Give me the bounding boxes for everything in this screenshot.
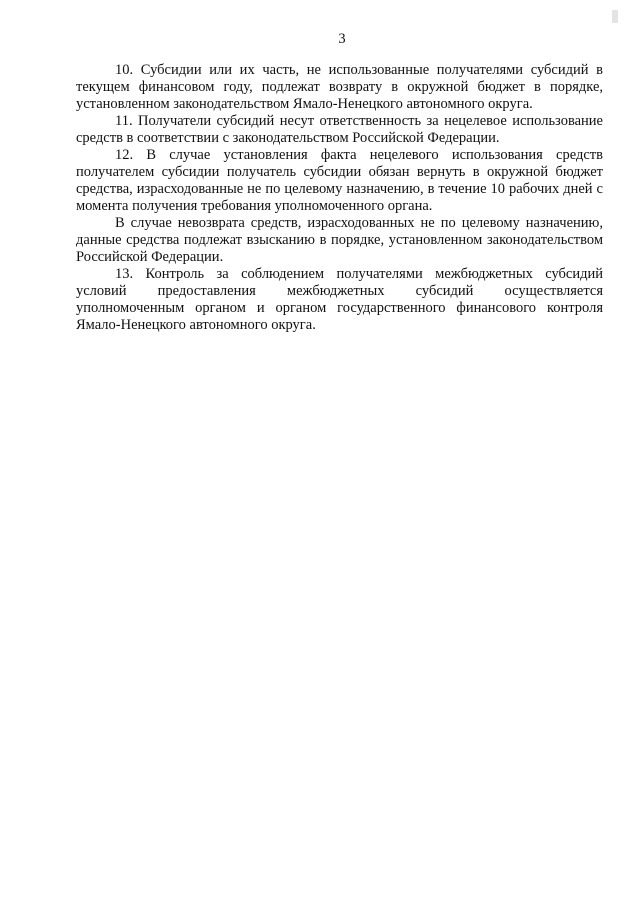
paragraph-13-control: 13. Контроль за соблюдением получателями межбюджетных субсидий условий предоставления межбюджетных субсидий осуществляется уполномоченным органом и органом государственного финансового контроля Ямало-Ненецкого автономного округа. <box>76 266 603 333</box>
paragraph-11-responsibility: 11. Получатели субсидий несут ответственность за нецелевое использование средств в соответствии с законодательством Российской Федерации. <box>76 113 603 146</box>
paragraph-10-subsidy-return: 10. Субсидии или их часть, не использованные получателями субсидий в текущем финансовом году, подлежат возврату в окружной бюджет в порядке, установленном законодательством Ямало-Ненецкого автономного округа. <box>76 62 603 112</box>
paragraph-12-non-return: В случае невозврата средств, израсходованных не по целевому назначению, данные средства подлежат взысканию в порядке, установленном законодательством Российской Федерации. <box>76 215 603 265</box>
page-number: 3 <box>338 31 346 47</box>
scan-mark <box>612 10 618 23</box>
paragraph-12-misuse-refund: 12. В случае установления факта нецелевого использования средств получателем субсидии получатель субсидии обязан вернуть в окружной бюджет средства, израсходованные не по целевому назначению, в течение 10 рабочих дней с момента получения требования уполномоченного органа. <box>76 147 603 214</box>
document-body <box>76 62 603 334</box>
